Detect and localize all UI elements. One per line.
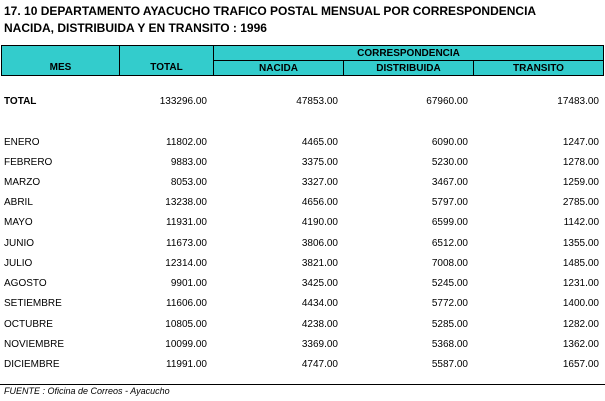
cell-transito: 1231.00 [562, 278, 599, 289]
table-row [0, 136, 605, 150]
cell-distribuida: 5245.00 [431, 278, 468, 289]
cell-distribuida: 3467.00 [431, 177, 468, 188]
table-row [0, 156, 605, 170]
cell-transito: 1259.00 [562, 177, 599, 188]
cell-mes: ABRIL [4, 197, 33, 208]
cell-nacida: 4238.00 [301, 319, 338, 330]
table-row [0, 358, 605, 372]
cell-transito: 1657.00 [562, 359, 599, 370]
table-row [0, 237, 605, 251]
footer-divider [0, 384, 605, 385]
total-total: 133296.00 [159, 96, 207, 107]
cell-distribuida: 6599.00 [431, 217, 468, 228]
cell-total: 11673.00 [166, 238, 207, 249]
table-row [0, 277, 605, 291]
header-total: TOTAL [119, 45, 214, 76]
total-transito: 17483.00 [557, 96, 599, 107]
cell-distribuida: 5368.00 [431, 339, 468, 350]
cell-transito: 2785.00 [562, 197, 599, 208]
cell-total: 8053.00 [170, 177, 207, 188]
cell-mes: DICIEMBRE [4, 359, 60, 370]
cell-total: 11991.00 [166, 359, 207, 370]
header-mes: MES [1, 45, 120, 76]
total-label: TOTAL [4, 96, 37, 107]
cell-transito: 1485.00 [562, 258, 599, 269]
cell-total: 12314.00 [165, 258, 207, 269]
cell-nacida: 4190.00 [301, 217, 338, 228]
cell-distribuida: 7008.00 [431, 258, 468, 269]
header-nacida: NACIDA [213, 60, 344, 76]
cell-transito: 1278.00 [562, 157, 599, 168]
cell-total: 10805.00 [165, 319, 207, 330]
header-transito: TRANSITO [473, 60, 604, 76]
cell-nacida: 4434.00 [301, 298, 338, 309]
cell-total: 9901.00 [170, 278, 207, 289]
cell-mes: MARZO [4, 177, 41, 188]
cell-mes: OCTUBRE [4, 319, 53, 330]
table-row [0, 257, 605, 271]
cell-distribuida: 6090.00 [431, 137, 468, 148]
cell-mes: JULIO [4, 258, 33, 269]
cell-distribuida: 6512.00 [431, 238, 468, 249]
cell-nacida: 3375.00 [301, 157, 338, 168]
cell-nacida: 3425.00 [301, 278, 338, 289]
table-row [0, 216, 605, 230]
cell-mes: SETIEMBRE [4, 298, 62, 309]
cell-nacida: 3806.00 [301, 238, 338, 249]
cell-total: 11931.00 [166, 217, 207, 228]
cell-distribuida: 5230.00 [431, 157, 468, 168]
total-row [0, 95, 605, 109]
cell-transito: 1362.00 [562, 339, 599, 350]
cell-nacida: 4656.00 [301, 197, 338, 208]
cell-nacida: 3821.00 [301, 258, 338, 269]
cell-distribuida: 5772.00 [431, 298, 468, 309]
cell-transito: 1400.00 [562, 298, 599, 309]
cell-distribuida: 5797.00 [431, 197, 468, 208]
cell-mes: JUNIO [4, 238, 34, 249]
table-row [0, 297, 605, 311]
header-distribuida: DISTRIBUIDA [343, 60, 474, 76]
cell-nacida: 4465.00 [301, 137, 338, 148]
table-row [0, 176, 605, 190]
cell-transito: 1355.00 [562, 238, 599, 249]
cell-total: 10099.00 [165, 339, 207, 350]
page-title: 17. 10 DEPARTAMENTO AYACUCHO TRAFICO POSTAL MENSUAL POR CORRESPONDENCIA [4, 4, 537, 18]
table-row [0, 338, 605, 352]
source-note: FUENTE : Oficina de Correos - Ayacucho [4, 386, 170, 396]
cell-total: 11606.00 [166, 298, 207, 309]
cell-nacida: 3327.00 [301, 177, 338, 188]
table-row [0, 196, 605, 210]
cell-transito: 1247.00 [562, 137, 599, 148]
cell-transito: 1282.00 [562, 319, 599, 330]
cell-distribuida: 5587.00 [431, 359, 468, 370]
total-nacida: 47853.00 [296, 96, 338, 107]
cell-total: 13238.00 [165, 197, 207, 208]
cell-mes: AGOSTO [4, 278, 47, 289]
cell-total: 9883.00 [170, 157, 207, 168]
cell-mes: MAYO [4, 217, 33, 228]
cell-mes: FEBRERO [4, 157, 53, 168]
cell-mes: ENERO [4, 137, 40, 148]
total-distribuida: 67960.00 [426, 96, 468, 107]
cell-nacida: 3369.00 [301, 339, 338, 350]
cell-nacida: 4747.00 [301, 359, 338, 370]
cell-mes: NOVIEMBRE [4, 339, 65, 350]
cell-transito: 1142.00 [563, 217, 599, 228]
page-subtitle: NACIDA, DISTRIBUIDA Y EN TRANSITO : 1996 [4, 21, 267, 35]
cell-distribuida: 5285.00 [431, 319, 468, 330]
header-correspondencia: CORRESPONDENCIA [213, 45, 604, 61]
cell-total: 11802.00 [166, 137, 207, 148]
table-row [0, 318, 605, 332]
